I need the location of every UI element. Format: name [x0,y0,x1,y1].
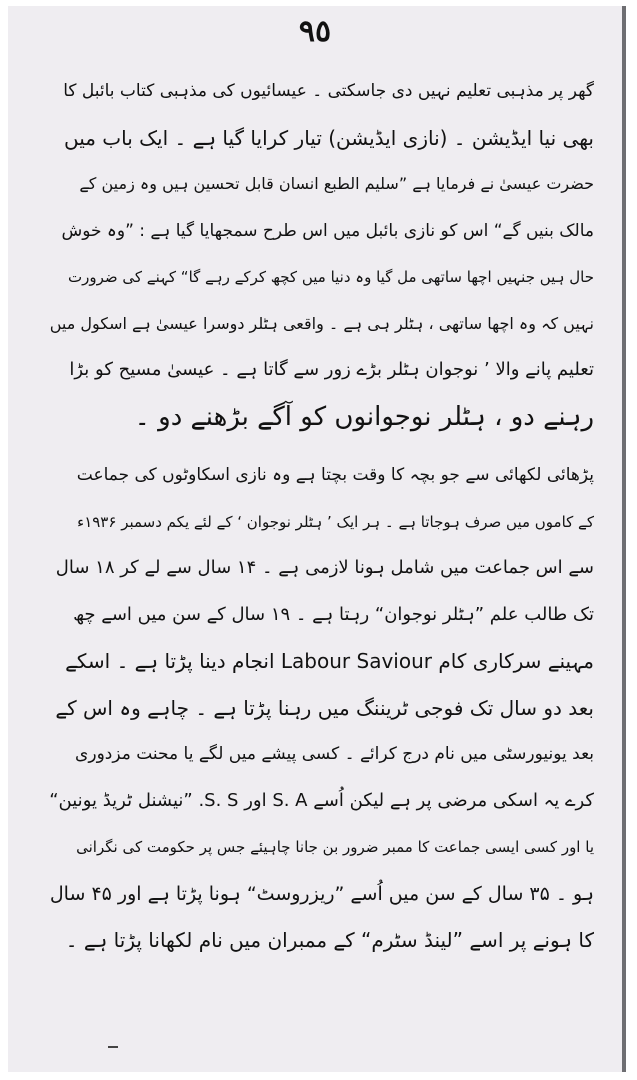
text-line: پڑھائی لکھائی سے جو بچہ کا وقت بچتا ہے وہ نازی اسکاوٹوں کی جماعت [76,465,594,485]
text-line: بعد دو سال تک فوجی ٹریننگ میں رہنا پڑتا ہے ۔ چاہے وہ اس کے [55,695,594,720]
text-line: حال ہیں جنہیں اچھا ساتھی مل گیا وہ دنیا میں کچھ کرکے رہے گا“ کہنے کی ضرورت [67,268,594,286]
body-text [48,68,594,964]
text-line: سے اس جماعت میں شامل ہونا لازمی ہے ۔ ۱۴ سال سے لے کر ۱۸ سال [55,557,594,578]
text-line: گھر پر مذہبی تعلیم نہیں دی جاسکتی ۔ عیسائیوں کی مذہبی کتاب بائبل کا [63,81,594,101]
text-line: تک طالب علم ”ہٹلر نوجوان“ رہتا ہے ۔ ۱۹ سال کے سن میں اسے چھ [73,603,594,625]
text-line: تعلیم پانے والا ’ نوجوان ہٹلر بڑے زور سے گاتا ہے ۔ عیسیٰ مسیح کو بڑا [69,359,594,380]
text-line: کے کاموں میں صرف ہوجاتا ہے ۔ ہر ایک ’ ہٹلر نوجوان ‘ کے لئے یکم دسمبر ۱۹۳۶ء [77,512,594,531]
text-line: حضرت عیسیٰ نے فرمایا ہے ”سلیم الطبع انسان قابل تحسین ہیں وہ زمین کے [79,174,594,193]
book-page [8,6,626,1072]
text-line: نہیں کہ وہ اچھا ساتھی ، ہٹلر ہی ہے ۔ واقعی ہٹلر دوسرا عیسیٰ ہے اسکول میں [49,313,594,333]
text-line: کرے یہ اسکی مرضی پر ہے لیکن اُسے S. A اور S. S. ”نیشنل ٹریڈ یونین“ [49,789,594,811]
text-line: مالک بنیں گے“ اس کو نازی بائبل میں اس طرح سمجھایا گیا ہے : ”وہ خوش [61,220,594,241]
text-line: ہو ۔ ۳۵ سال کے سن میں اُسے ”ریزروسٹ“ ہونا پڑتا ہے اور ۴۵ سال [49,882,594,905]
text-line: بعد یونیورسٹی میں نام درج کرائے ۔ کسی پیشے میں لگے یا محنت مزدوری [75,744,594,764]
text-line: یا اور کسی ایسی جماعت کا ممبر ضرور بن جانا چاہیئے جس پر حکومت کی نگرانی [76,838,594,856]
text-line: مہینے سرکاری کام Labour Saviour انجام دینا پڑتا ہے ۔ اسکے [65,649,594,673]
page-number: ٩٥ [298,14,332,49]
print-mark [108,1046,118,1048]
text-line: بھی نیا ایڈیشن ۔ (نازی ایڈیشن) تیار کرایا گیا ہے ۔ ایک باب میں [63,125,594,150]
text-line: رہنے دو ، ہٹلر نوجوانوں کو آگے بڑھنے دو ۔ [134,401,594,432]
text-line: کا ہونے پر اسے ”لینڈ سٹرم“ کے ممبران میں نام لکھانا پڑتا ہے ۔ [65,928,594,952]
